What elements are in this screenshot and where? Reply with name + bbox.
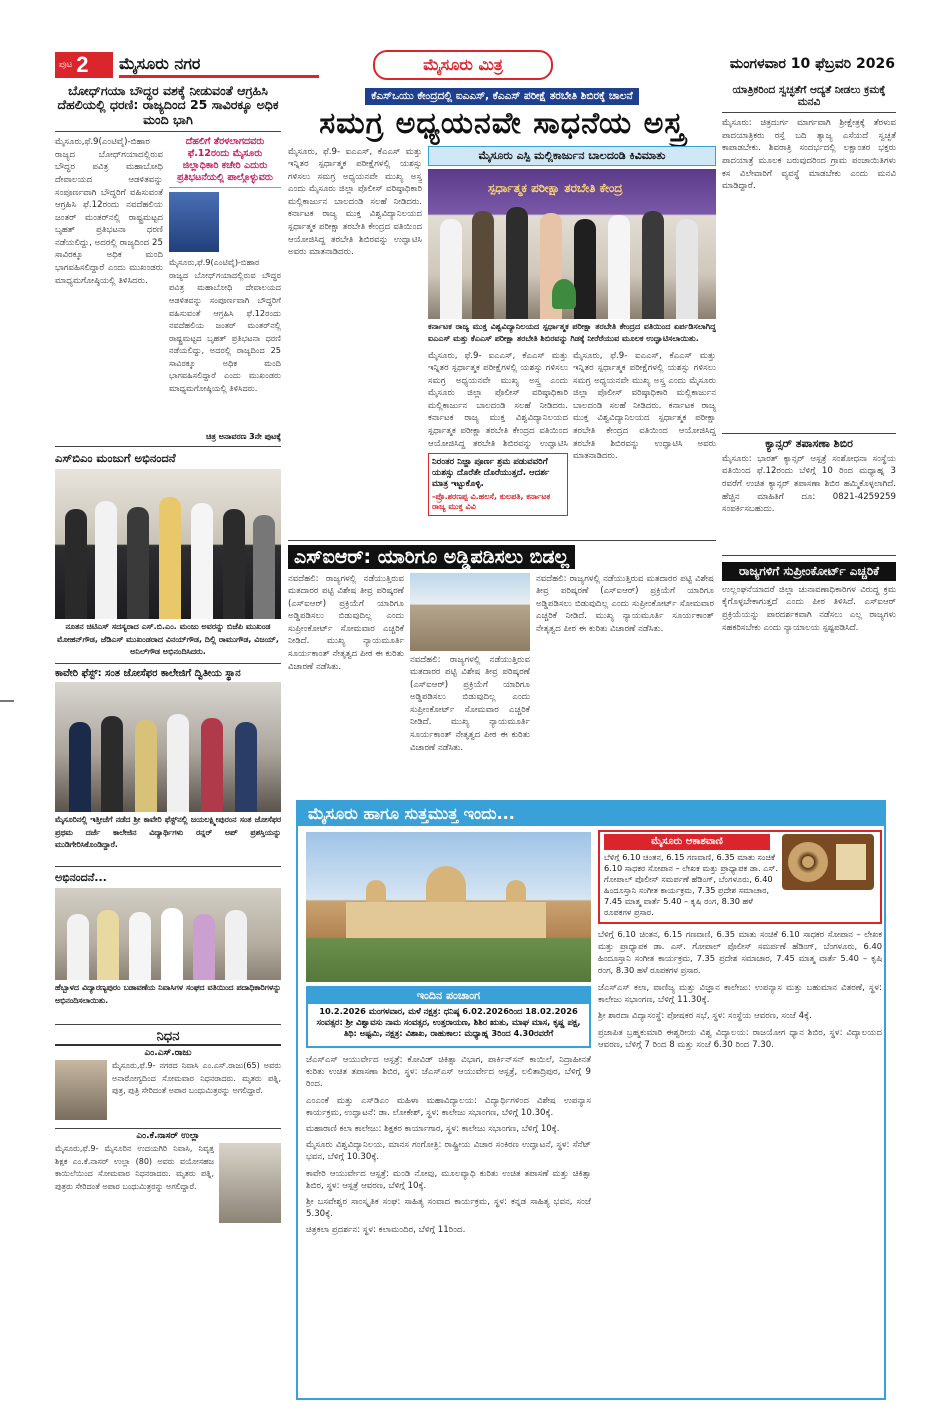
pull-quote-box bbox=[428, 453, 568, 516]
plant-icon bbox=[552, 279, 576, 309]
sir-story-body: ನವದೆಹಲಿ: ರಾಜ್ಯಗಳಲ್ಲಿ ನಡೆಯುತ್ತಿರುವ ಮತದಾರರ ಪಟ್ಟಿ ವಿಶೇಷ ತೀವ್ರ ಪರಿಷ್ಕರಣೆ (ಎಸ್‌ಐಆರ್) ಪ್ರಕ್ರಿಯೆಗೆ ಯಾರಿಗೂ ಅಡ್ಡಿಪಡಿಸಲು ಬಿಡುವುದಿಲ್ಲ ಎಂದು ಸುಪ್ರೀಂಕೋರ್ಟ್ ಸೋಮವಾರ ಎಚ್ಚರಿಕೆ ನೀಡಿದೆ. ಮುಖ್ಯ ನ್ಯಾಯಮೂರ್ತಿ ಸೂರ್ಯಕಾಂತ್ ನೇತೃತ್ವದ ಪೀಠ ಈ ಕುರಿತು ವಿಚಾರಣೆ ನಡೆಸಿತು. bbox=[288, 573, 404, 672]
obituary-photo-2 bbox=[219, 1143, 281, 1223]
panchanga-details: 10.2.2026 ಮಂಗಳವಾರ, ಮಳೆ ನಕ್ಷತ್ರ: ಧನಿಷ್ಠ 6.02.2026ರಿಂದ 18.02.2026 ಸಂವತ್ಸರ: ಶ್ರೀ ವಿಶ್ವಾವಸು ನಾಮ ಸಂವತ್ಸರ, ಉತ್ತರಾಯಣ, ಶಿಶಿರ ಋತು, ಮಾಘ ಮಾಸ, ಕೃಷ್ಣ ಪಕ್ಷ, ತಿಥಿ: ಅಷ್ಟಮಿ, ನಕ್ಷತ್ರ: ವಿಶಾಖ, ರಾಹುಕಾಲ: ಮಧ್ಯಾಹ್ನ 3ರಿಂದ 4.30ರವರೆಗೆ bbox=[316, 1006, 581, 1038]
photo-banner-text: ಸ್ಪರ್ಧಾತ್ಮಕ ಪರೀಕ್ಷಾ ತರಬೇತಿ ಕೇಂದ್ರ bbox=[488, 180, 623, 195]
story-body-bodhgaya: ಮೈಸೂರು,ಫೆ.9(ಎಂಟಿವೈ)-ಬಿಹಾರ ರಾಜ್ಯದ ಬೋಧ್‌ಗಯಾದಲ್ಲಿರುವ ಬೌದ್ಧರ ಪವಿತ್ರ ಮಹಾಬೋಧಿ ದೇವಾಲಯದ ಆಡಳಿತವನ್ನು ಸಂಪೂರ್ಣವಾಗಿ ಬೌದ್ಧರಿಗೆ ವಹಿಸುವಂತೆ ಆಗ್ರಹಿಸಿ ಫೆ.12ರಂದು ನವದೆಹಲಿಯ ಜಂತರ್ ಮಂತರ್‌ನಲ್ಲಿ ರಾಷ್ಟ್ರಮಟ್ಟದ ಬೃಹತ್ ಪ್ರತಿಭಟನಾ ಧರಣಿ ನಡೆಯಲಿದ್ದು, ಅದರಲ್ಲಿ ರಾಜ್ಯದಿಂದ 25 ಸಾವಿರಕ್ಕೂ ಅಧಿಕ ಮಂದಿ ಭಾಗವಹಿಸಲಿದ್ದಾರೆ ಎಂದು ಮುಖಂಡರು ಮಾಧ್ಯಮಗೋಷ್ಠಿಯಲ್ಲಿ ತಿಳಿಸಿದರು. bbox=[55, 137, 163, 286]
story-headline-felicitation: ಅಭಿನಂದನೆ... bbox=[55, 870, 107, 884]
group-photo-cauvery bbox=[55, 682, 281, 812]
photo-caption-sbm: ನೂತನ ಚಿಟಿಎಸ್ ಸದಸ್ಯರಾದ ಎಸ್.ಬಿ.ಎಂ. ಮಂಜು ಅವರನ್ನು ಬಿಜೆಪಿ ಮುಖಂಡ ಮೋಹನ್‌ಗೌಡ, ಜೆಡಿಎಸ್ ಮುಖಂಡರಾದ ವಿನಯ್‌ಗೌಡ, ದಿಲ್ಲಿ ರಾಮುಗೌಡ, ವಿಜಯ್, ಅನಿಲ್‌ಗೌಡ ಅಭಿನಂದಿಸಿದರು. bbox=[57, 622, 279, 657]
main-story-body: ಮೈಸೂರು, ಫೆ.9- ಐಎಎಸ್, ಕೆಎಎಸ್ ಮತ್ತು ಇನ್ನಿತರ ಸ್ಪರ್ಧಾತ್ಮಕ ಪರೀಕ್ಷೆಗಳಲ್ಲಿ ಯಶಸ್ಸು ಗಳಿಸಲು ಸಮಗ್ರ ಅಧ್ಯಯನವೇ ಮುಖ್ಯ ಅಸ್ತ್ರ ಎಂದು ಮೈಸೂರು ಜಿಲ್ಲಾ ಪೊಲೀಸ್ ವರಿಷ್ಠಾಧಿಕಾರಿ ಮಲ್ಲಿಕಾರ್ಜುನ ಬಾಲದಂಡಿ ಸಲಹೆ ನೀಡಿದರು. ಕರ್ನಾಟಕ ರಾಜ್ಯ ಮುಕ್ತ ವಿಶ್ವವಿದ್ಯಾನಿಲಯದ ಸ್ಪರ್ಧಾತ್ಮಕ ಪರೀಕ್ಷಾ ತರಬೇತಿ ಕೇಂದ್ರದ ವತಿಯಿಂದ ಆಯೋಜಿಸಿದ್ದ ತರಬೇತಿ ಶಿಬಿರವನ್ನು ಉದ್ಘಾಟಿಸಿ ಅವರು ಮಾತನಾಡಿದರು. bbox=[288, 146, 422, 258]
page-number-badge bbox=[55, 52, 113, 78]
list-item: ಮೈಸೂರು ವಿಶ್ವವಿದ್ಯಾನಿಲಯ, ಮಾನಸ ಗಂಗೋತ್ರಿ: ರಾಷ್ಟ್ರೀಯ ವಿಚಾರ ಸಂಕಿರಣ ಉದ್ಘಾಟನೆ, ಸ್ಥಳ: ಸೆನೆಟ್ ಭವನ, ಬೆಳಿಗ್ಗೆ 10.30ಕ್ಕೆ. bbox=[306, 1140, 591, 1163]
radio-schedule-cont bbox=[598, 928, 882, 1396]
divider bbox=[722, 112, 896, 113]
divider bbox=[55, 1024, 281, 1025]
list-item: ಎಂಎಂಕೆ ಮತ್ತು ಎಸ್‌ಡಿಎಂ ಮಹಿಳಾ ಮಹಾವಿದ್ಯಾಲಯ: ವಿದ್ಯಾರ್ಥಿಗಳಿಂದ ವಿಶೇಷ ಉಪನ್ಯಾಸ ಕಾರ್ಯಕ್ರಮ, ಉದ್ಘಾಟನೆ: ಡಾ. ಲೋಕೇಶ್, ಸ್ಥಳ: ಕಾಲೇಜು ಸಭಾಂಗಣ, ಬೆಳಿಗ್ಗೆ 10.30ಕ್ಕೆ. bbox=[306, 1095, 591, 1118]
supreme-court-photo bbox=[410, 573, 530, 651]
divider bbox=[55, 131, 281, 132]
sir-story-body-cont: ನವದೆಹಲಿ: ರಾಜ್ಯಗಳಲ್ಲಿ ನಡೆಯುತ್ತಿರುವ ಮತದಾರರ ಪಟ್ಟಿ ವಿಶೇಷ ತೀವ್ರ ಪರಿಷ್ಕರಣೆ (ಎಸ್‌ಐಆರ್) ಪ್ರಕ್ರಿಯೆಗೆ ಯಾರಿಗೂ ಅಡ್ಡಿಪಡಿಸಲು ಬಿಡುವುದಿಲ್ಲ ಎಂದು ಸುಪ್ರೀಂಕೋರ್ಟ್ ಸೋಮವಾರ ಎಚ್ಚರಿಕೆ ನೀಡಿದೆ. ಮುಖ್ಯ ನ್ಯಾಯಮೂರ್ತಿ ಸೂರ್ಯಕಾಂತ್ ನೇತೃತ್ವದ ಪೀಠ ಈ ಕುರಿತು ವಿಚಾರಣೆ ನಡೆಸಿತು. bbox=[410, 654, 530, 753]
group-photo-felicitation bbox=[55, 888, 281, 980]
right-column bbox=[722, 84, 896, 820]
jump-line: ಚಿತ್ರ ಅನಾವರಣ 3ನೇ ಪುಟಕ್ಕೆ bbox=[206, 432, 281, 442]
side-quote: ದೆಹಲಿಗೆ ತೆರಳಲಾಗದವರು ಫೆ.12ರಂದು ಮೈಸೂರು ಜಿಲ್ಲಾಧಿಕಾರಿ ಕಚೇರಿ ಎದುರು ಪ್ರತಿಭಟನೆಯಲ್ಲಿ ಪಾಲ್ಗೊಳ್ಳುವರು bbox=[169, 136, 281, 188]
story-headline-bodhgaya: ಬೋಧ್‌ಗಯಾ ಬೌದ್ಧರ ವಶಕ್ಕೆ ನೀಡುವಂತೆ ಆಗ್ರಹಿಸಿ ದೆಹಲಿಯಲ್ಲಿ ಧರಣಿ: ರಾಜ್ಯದಿಂದ 25 ಸಾವಿರಕ್ಕೂ ಅಧಿಕ ಮಂದಿ ಭಾಗಿ bbox=[57, 83, 279, 127]
inauguration-photo bbox=[428, 169, 716, 319]
obituary-name-2: ಎಂ.ಕೆ.ನಾಸರ್ ಉಲ್ಲಾ bbox=[55, 1128, 281, 1141]
obituary-heading: ನಿಧನ bbox=[55, 1029, 281, 1046]
pull-quote-author: -ಪ್ರೊ.ಶರಣಪ್ಪ ವಿ.ಹಲಸೆ, ಕುಲಪತಿ, ಕರ್ನಾಟಕ ರಾಜ್ಯ ಮುಕ್ತ ವಿವಿ bbox=[432, 491, 551, 511]
obituary-photo-1 bbox=[55, 1060, 107, 1120]
events-today-heading: ಮೈಸೂರು ಹಾಗೂ ಸುತ್ತಮುತ್ತ ಇಂದು... bbox=[298, 802, 884, 826]
inauguration-photo-caption: ಕರ್ನಾಟಕ ರಾಜ್ಯ ಮುಕ್ತ ವಿಶ್ವವಿದ್ಯಾನಿಲಯದ ಸ್ಪರ್ಧಾತ್ಮಕ ಪರೀಕ್ಷಾ ತರಬೇತಿ ಕೇಂದ್ರದ ವತಿಯಿಂದ ಏರ್ಪಡಿಸಲಾಗಿದ್ದ ಐಎಎಸ್ ಮತ್ತು ಕೆಎಎಸ್ ಪರೀಕ್ಷಾ ತರಬೇತಿ ಶಿಬಿರವನ್ನು ಗಿಡಕ್ಕೆ ನೀರೆರೆಯುವ ಮೂಲಕ ಉದ್ಘಾಟಿಸಲಾಯಿತು. bbox=[428, 321, 716, 344]
list-item: ಚಿತ್ರಕಲಾ ಪ್ರದರ್ಶನ: ಸ್ಥಳ: ಕಲಾಮಂದಿರ, ಬೆಳಿಗ್ಗೆ 11ರಿಂದ. bbox=[306, 1225, 466, 1236]
page-label: ಪುಟ bbox=[59, 60, 73, 70]
list-item: ಶ್ರೀ ಶಾರದಾ ವಿದ್ಯಾಸಂಸ್ಥೆ: ಪೋಷಕರ ಸಭೆ, ಸ್ಥಳ: ಸಂಸ್ಥೆಯ ಆವರಣ, ಸಂಜೆ 4ಕ್ಕೆ. bbox=[598, 1011, 812, 1022]
events-list bbox=[306, 1054, 591, 1396]
list-item: ಕಾವೇರಿ ಆಯುರ್ವೇದ ಆಸ್ಪತ್ರೆ: ಮಂಡಿ ನೋವು, ಮೂಲವ್ಯಾಧಿ ಕುರಿತು ಉಚಿತ ತಪಾಸಣೆ ಮತ್ತು ಚಿಕಿತ್ಸಾ ಶಿಬಿರ, ಸ್ಥಳ: ಆಸ್ಪತ್ರೆ ಆವರಣ, ಬೆಳಿಗ್ಗೆ 10ಕ್ಕೆ. bbox=[306, 1168, 591, 1191]
pull-quote: ನಿರಂತರ ನಿಜ್ಜಾ ಪೂರ್ಣ ಶ್ರಮ ಪಡುವವರಿಗೆ ಯಶಸ್ಸು ದೊರೆತೇ ದೊರೆಯುತ್ತದೆ. ಆದರ್ಶ ಮಾತ್ರ ಇಟ್ಟುಕೊಳ್ಳಿ. bbox=[432, 456, 550, 489]
panchanga-box bbox=[306, 986, 591, 1048]
sir-headline: ಎಸ್‌ಐಆರ್: ಯಾರಿಗೂ ಅಡ್ಡಿಪಡಿಸಲು ಬಿಡಲ್ಲ bbox=[288, 545, 575, 569]
margin-mark bbox=[0, 700, 14, 702]
radio-schedule: ಬೆಳಿಗ್ಗೆ 6.10 ಚಿಂತನ, 6.15 ಗಣವಾಣಿ, 6.35 ಮಾತು ಸಂಚಿಕೆ 6.10 ಸಾಧಕರ ಸೋಪಾನ – ಲೇಖಕ ಮತ್ತು ಪ್ರಾಧ್ಯಾಪಕ ಡಾ. ಎಸ್. ಗೋಪಾಲ್ ಪೊಲೀಸ್ ಸಮರ್ಪಣೆ ಹೆಡಿಂಗ್, ಬೆಂಗಳೂರು, 6.40 ಹಿಂದೂಸ್ತಾನಿ ಸಂಗೀತ ಕಾರ್ಯಕ್ರಮ, 7.35 ಪ್ರದೇಶ ಸಮಾಚಾರ, 7.45 ಮಾತ್ಮ ವಾರ್ತೆ 5.40 – ಕೃಷಿ ರಂಗ, 8.30 ಹಳೆ ರೂಪಕಗಳ ಪ್ರಸಾರ. bbox=[604, 852, 779, 917]
list-item: ಶ್ರೀ ಬಸವೇಶ್ವರ ಸಾಂಸ್ಕೃತಿಕ ಸಂಘ: ಸಾಹಿತ್ಯ ಸಂವಾದ ಕಾರ್ಯಕ್ರಮ, ಸ್ಥಳ: ಕನ್ನಡ ಸಾಹಿತ್ಯ ಭವನ, ಸಂಜೆ 5.30ಕ್ಕೆ. bbox=[306, 1197, 591, 1220]
divider bbox=[55, 866, 281, 867]
events-today-box bbox=[296, 800, 886, 1400]
story-body-cancer-camp: ಮೈಸೂರು: ಭಾರತ್ ಕ್ಯಾನ್ಸರ್ ಆಸ್ಪತ್ರೆ ಸಂಶೋಧನಾ ಸಂಸ್ಥೆಯ ವತಿಯಿಂದ ಫೆ.12ರಂದು ಬೆಳಿಗ್ಗೆ 10 ರಿಂದ ಮಧ್ಯಾಹ್ನ 3 ರವರೆಗೆ ಉಚಿತ ಕ್ಯಾನ್ಸರ್ ತಪಾಸಣಾ ಶಿಬಿರ ಹಮ್ಮಿಕೊಳ್ಳಲಾಗಿದೆ. ಹೆಚ್ಚಿನ ಮಾಹಿತಿಗೆ ದೂ: 0821-4259259 ಸಂಪರ್ಕಿಸಬಹುದು. bbox=[722, 453, 896, 515]
left-column bbox=[55, 84, 281, 1243]
obituary-name-1: ಎಂ.ಎಸ್.ರಾಜು bbox=[144, 1047, 192, 1058]
list-item: ಮಹಾರಾಣಿ ಕಲಾ ಕಾಲೇಜು: ಶಿಕ್ಷಕರ ಕಾರ್ಯಾಗಾರ, ಸ್ಥಳ: ಕಾಲೇಜು ಸಭಾಂಗಣ, ಬೆಳಿಗ್ಗೆ 10ಕ್ಕೆ. bbox=[306, 1124, 560, 1135]
page-header bbox=[55, 52, 895, 78]
radio-heading: ಮೈಸೂರು ಆಕಾಶವಾಣಿ bbox=[604, 834, 770, 850]
divider bbox=[722, 433, 896, 434]
mysore-palace-photo bbox=[306, 832, 591, 982]
dateline: ಮಂಗಳವಾರ 10 ಫೆಬ್ರವರಿ 2026 bbox=[729, 56, 895, 72]
list-item: ಜೆಎಸ್‌ಎಸ್ ಆಯುರ್ವೇದ ಆಸ್ಪತ್ರೆ: ಕೋವಿಡ್ ಚಿಕಿತ್ಸಾ ವಿಭಾಗ, ಪಾರ್ಕಿನ್‌ಸನ್ ಕಾಯಿಲೆ, ನಿದ್ರಾಹೀನತೆ ಕುರಿತು ಉಚಿತ ತಪಾಸಣಾ ಶಿಬಿರ, ಸ್ಥಳ: ಜೆಎಸ್‌ಎಸ್ ಆಯುರ್ವೇದ ಆಸ್ಪತ್ರೆ, ಲಲಿತಾದ್ರಿಪುರ, ಬೆಳಿಗ್ಗೆ 9 ರಿಂದ. bbox=[306, 1055, 591, 1090]
list-item: ಪ್ರಜಾಪಿತ ಬ್ರಹ್ಮಕುಮಾರಿ ಈಶ್ವರೀಯ ವಿಶ್ವ ವಿದ್ಯಾಲಯ: ರಾಜಯೋಗ ಧ್ಯಾನ ಶಿಬಿರ, ಸ್ಥಳ: ವಿದ್ಯಾಲಯದ ಆವರಣ, ಬೆಳಿಗ್ಗೆ 7 ರಿಂದ 8 ಮತ್ತು ಸಂಜೆ 6.30 ರಿಂದ 7.30. bbox=[598, 1027, 882, 1050]
panchanga-heading: ಇಂದಿನ ಪಂಚಾಂಗ bbox=[308, 988, 589, 1004]
portrait-photo bbox=[169, 192, 219, 252]
sir-story-body-right: ನವದೆಹಲಿ: ರಾಜ್ಯಗಳಲ್ಲಿ ನಡೆಯುತ್ತಿರುವ ಮತದಾರರ ಪಟ್ಟಿ ವಿಶೇಷ ತೀವ್ರ ಪರಿಷ್ಕರಣೆ (ಎಸ್‌ಐಆರ್) ಪ್ರಕ್ರಿಯೆಗೆ ಯಾರಿಗೂ ಅಡ್ಡಿಪಡಿಸಲು ಬಿಡುವುದಿಲ್ಲ ಎಂದು ಸುಪ್ರೀಂಕೋರ್ಟ್ ಸೋಮವಾರ ಎಚ್ಚರಿಕೆ ನೀಡಿದೆ. ಮುಖ್ಯ ನ್ಯಾಯಮೂರ್ತಿ ಸೂರ್ಯಕಾಂತ್ ನೇತೃತ್ವದ ಪೀಠ ಈ ಕುರಿತು ವಿಚಾರಣೆ ನಡೆಸಿತು. bbox=[536, 573, 714, 634]
masthead-logo: ಮೈಸೂರು ಮಿತ್ರ bbox=[373, 50, 553, 80]
main-headline: ಸಮಗ್ರ ಅಧ್ಯಯನವೇ ಸಾಧನೆಯ ಅಸ್ತ್ರ bbox=[319, 106, 685, 141]
story-headline-cleanliness: ಯಾತ್ರಿಕರಿಂದ ಸ್ವಚ್ಛತೆಗೆ ಆದ್ಯತೆ ನೀಡಲು ಕ್ರಮಕ್ಕೆ ಮನವಿ bbox=[732, 84, 886, 109]
list-item: ಜೆಎಸ್‌ಎಸ್ ಕಲಾ, ವಾಣಿಜ್ಯ ಮತ್ತು ವಿಜ್ಞಾನ ಕಾಲೇಜು: ಉಪನ್ಯಾಸ ಮತ್ತು ಬಹುಮಾನ ವಿತರಣೆ, ಸ್ಥಳ: ಕಾಲೇಜು ಸಭಾಂಗಣ, ಬೆಳಿಗ್ಗೆ 11.30ಕ್ಕೆ. bbox=[598, 983, 882, 1006]
group-photo-sbm bbox=[55, 469, 281, 619]
photo-caption-felicitation: ಹೆಬ್ಬಾಳದ ವಿದ್ಯಾರಣ್ಯಪುರಂ ಬಡಾವಣೆಯ ನಿವಾಸಿಗಳ ಸಂಘದ ವತಿಯಿಂದ ಪದಾಧಿಕಾರಿಗಳನ್ನು ಅಭಿನಂದಿಸಲಾಯಿತು. bbox=[55, 982, 281, 1005]
story-headline-cauvery: ಕಾವೇರಿ ಫೆಸ್ಟ್: ಸಂತ ಜೋಸೆಫರ ಕಾಲೇಜಿಗೆ ದ್ವಿತೀಯ ಸ್ಥಾನ bbox=[55, 667, 241, 679]
section-title: ಮೈಸೂರು ನಗರ bbox=[119, 52, 319, 78]
headline-kicker: ಕೆಎಸ್‌ಒಯು ಕೇಂದ್ರದಲ್ಲಿ ಐಎಎಸ್, ಕೆಎಎಸ್ ಪರೀಕ್ಷೆ ತರಬೇತಿ ಶಿಬಿರಕ್ಕೆ ಚಾಲನೆ bbox=[365, 88, 639, 105]
main-story-body-right: ಮೈಸೂರು, ಫೆ.9- ಐಎಎಸ್, ಕೆಎಎಸ್ ಮತ್ತು ಇನ್ನಿತರ ಸ್ಪರ್ಧಾತ್ಮಕ ಪರೀಕ್ಷೆಗಳಲ್ಲಿ ಯಶಸ್ಸು ಗಳಿಸಲು ಸಮಗ್ರ ಅಧ್ಯಯನವೇ ಮುಖ್ಯ ಅಸ್ತ್ರ ಎಂದು ಮೈಸೂರು ಜಿಲ್ಲಾ ಪೊಲೀಸ್ ವರಿಷ್ಠಾಧಿಕಾರಿ ಮಲ್ಲಿಕಾರ್ಜುನ ಬಾಲದಂಡಿ ಸಲಹೆ ನೀಡಿದರು. ಕರ್ನಾಟಕ ರಾಜ್ಯ ಮುಕ್ತ ವಿಶ್ವವಿದ್ಯಾನಿಲಯದ ಸ್ಪರ್ಧಾತ್ಮಕ ಪರೀಕ್ಷಾ ತರಬೇತಿ ಕೇಂದ್ರದ ವತಿಯಿಂದ ಆಯೋಜಿಸಿದ್ದ ತರಬೇತಿ ಶಿಬಿರವನ್ನು ಉದ್ಘಾಟಿಸಿ ಅವರು ಮಾತನಾಡಿದರು. bbox=[573, 350, 716, 462]
radio-schedule-box bbox=[598, 830, 882, 924]
divider bbox=[288, 540, 716, 541]
divider bbox=[55, 446, 281, 447]
divider bbox=[722, 555, 896, 556]
story-headline-cancer-camp: ಕ್ಯಾನ್ಸರ್ ತಪಾಸಣಾ ಶಿಬಿರ bbox=[765, 437, 853, 451]
story-body-cleanliness: ಮೈಸೂರು: ಚಿತ್ರದುರ್ಗ ಮಾರ್ಗವಾಗಿ ಶ್ರೀಕ್ಷೇತ್ರಕ್ಕೆ ತೆರಳುವ ಪಾದಯಾತ್ರಿಕರು ರಸ್ತೆ ಬದಿ ತ್ಯಾಜ್ಯ ಎಸೆಯದೆ ಸ್ವಚ್ಛತೆ ಕಾಪಾಡಬೇಕು. ಶಿವರಾತ್ರಿ ಸಂದರ್ಭದಲ್ಲಿ ಲಕ್ಷಾಂತರ ಭಕ್ತರು ಪಾದಯಾತ್ರೆ ಮೂಲಕ ಬರುವುದರಿಂದ ಗ್ರಾಮ ಪಂಚಾಯಿತಿಗಳು ಕಸ ವಿಲೇವಾರಿಗೆ ವ್ಯವಸ್ಥೆ ಮಾಡಬೇಕು ಎಂದು ಮನವಿ ಮಾಡಿದ್ದಾರೆ. bbox=[722, 118, 896, 192]
main-subhead: ಮೈಸೂರು ಎಸ್ಪಿ ಮಲ್ಲಿಕಾರ್ಜುನ ಬಾಲದಂಡಿ ಕಿವಿಮಾತು bbox=[428, 146, 716, 166]
story-body-sc-warning: ಉಲ್ಲಂಘನೆಯಾದರೆ ಜಿಲ್ಲಾ ಚುನಾವಣಾಧಿಕಾರಿಗಳ ವಿರುದ್ಧ ಕ್ರಮ ಕೈಗೊಳ್ಳಬೇಕಾಗುತ್ತದೆ ಎಂದು ಪೀಠ ತಿಳಿಸಿದೆ. ಎಸ್‌ಐಆರ್ ಪ್ರಕ್ರಿಯೆಯನ್ನು ಪಾರದರ್ಶಕವಾಗಿ ನಡೆಸಲು ಎಲ್ಲ ರಾಜ್ಯಗಳು ಸಹಕರಿಸಬೇಕು ಎಂದು ನ್ಯಾಯಾಲಯ ಸ್ಪಷ್ಟಪಡಿಸಿದೆ. bbox=[722, 584, 896, 633]
obituary-text-1: ಮೈಸೂರು,ಫೆ.9- ನಗರದ ನಿವಾಸಿ ಎಂ.ಎಸ್.ರಾಜು(65) ಅವರು ಅನಾರೋಗ್ಯದಿಂದ ಸೋಮವಾರ ನಿಧನರಾದರು. ಮೃತರು ಪತ್ನಿ, ಪುತ್ರ, ಪುತ್ರಿ ಸೇರಿದಂತೆ ಅಪಾರ ಬಂಧುಮಿತ್ರರನ್ನು ಅಗಲಿದ್ದಾರೆ. bbox=[112, 1060, 281, 1096]
radio-schedule-full: ಬೆಳಿಗ್ಗೆ 6.10 ಚಿಂತನ, 6.15 ಗಣವಾಣಿ, 6.35 ಮಾತು ಸಂಚಿಕೆ 6.10 ಸಾಧಕರ ಸೋಪಾನ – ಲೇಖಕ ಮತ್ತು ಪ್ರಾಧ್ಯಾಪಕ ಡಾ. ಎಸ್. ಗೋಪಾಲ್ ಪೊಲೀಸ್ ಸಮರ್ಪಣೆ ಹೆಡಿಂಗ್, ಬೆಂಗಳೂರು, 6.40 ಹಿಂದೂಸ್ತಾನಿ ಸಂಗೀತ ಕಾರ್ಯಕ್ರಮ, 7.35 ಪ್ರದೇಶ ಸಮಾಚಾರ, 7.45 ಮಾತ್ಮ ವಾರ್ತೆ 5.40 – ಕೃಷಿ ರಂಗ, 8.30 ಹಳೆ ರೂಪಕಗಳ ಪ್ರಸಾರ. bbox=[598, 929, 882, 975]
story-headline-sc-warning: ರಾಜ್ಯಗಳಿಗೆ ಸುಪ್ರೀಂಕೋರ್ಟ್ ಎಚ್ಚರಿಕೆ bbox=[722, 562, 896, 581]
middle-column bbox=[288, 84, 716, 813]
page-number: 2 bbox=[76, 52, 89, 77]
story-headline-sbm: ಎಸ್‌ಬಿಎಂ ಮಂಜುಗೆ ಅಭಿನಂದನೆ bbox=[55, 451, 176, 466]
divider bbox=[55, 663, 281, 664]
main-story-body-cont: ಮೈಸೂರು, ಫೆ.9- ಐಎಎಸ್, ಕೆಎಎಸ್ ಮತ್ತು ಇನ್ನಿತರ ಸ್ಪರ್ಧಾತ್ಮಕ ಪರೀಕ್ಷೆಗಳಲ್ಲಿ ಯಶಸ್ಸು ಗಳಿಸಲು ಸಮಗ್ರ ಅಧ್ಯಯನವೇ ಮುಖ್ಯ ಅಸ್ತ್ರ ಎಂದು ಮೈಸೂರು ಜಿಲ್ಲಾ ಪೊಲೀಸ್ ವರಿಷ್ಠಾಧಿಕಾರಿ ಮಲ್ಲಿಕಾರ್ಜುನ ಬಾಲದಂಡಿ ಸಲಹೆ ನೀಡಿದರು. ಕರ್ನಾಟಕ ರಾಜ್ಯ ಮುಕ್ತ ವಿಶ್ವವಿದ್ಯಾನಿಲಯದ ಸ್ಪರ್ಧಾತ್ಮಕ ಪರೀಕ್ಷಾ ತರಬೇತಿ ಕೇಂದ್ರದ ವತಿಯಿಂದ ಆಯೋಜಿಸಿದ್ದ ತರಬೇತಿ ಶಿಬಿರವನ್ನು ಉದ್ಘಾಟಿಸಿ bbox=[428, 350, 568, 449]
photo-caption-cauvery: ಮೈಸೂರಿನಲ್ಲಿ ಇತ್ತೀಚೆಗೆ ನಡೆದ ಶ್ರೀ ಕಾವೇರಿ ಫೆಸ್ಟ್‌ನಲ್ಲಿ ಜಯಲಕ್ಷ್ಮೀಪುರಂನ ಸಂತ ಜೋಸೆಫರ ಪ್ರಥಮ ದರ್ಜೆ ಕಾಲೇಜಿನ ವಿದ್ಯಾರ್ಥಿಗಳು ರನ್ನರ್ ಅಪ್ ಪ್ರಶಸ್ತಿಯನ್ನು ಮುಡಿಗೇರಿಸಿಕೊಂಡಿದ್ದಾರೆ. bbox=[55, 814, 281, 850]
story-body-bodhgaya-cont: ಮೈಸೂರು,ಫೆ.9(ಎಂಟಿವೈ)-ಬಿಹಾರ ರಾಜ್ಯದ ಬೋಧ್‌ಗಯಾದಲ್ಲಿರುವ ಬೌದ್ಧರ ಪವಿತ್ರ ಮಹಾಬೋಧಿ ದೇವಾಲಯದ ಆಡಳಿತವನ್ನು ಸಂಪೂರ್ಣವಾಗಿ ಬೌದ್ಧರಿಗೆ ವಹಿಸುವಂತೆ ಆಗ್ರಹಿಸಿ ಫೆ.12ರಂದು ನವದೆಹಲಿಯ ಜಂತರ್ ಮಂತರ್‌ನಲ್ಲಿ ರಾಷ್ಟ್ರಮಟ್ಟದ ಬೃಹತ್ ಪ್ರತಿಭಟನಾ ಧರಣಿ ನಡೆಯಲಿದ್ದು, ಅದರಲ್ಲಿ ರಾಜ್ಯದಿಂದ 25 ಸಾವಿರಕ್ಕೂ ಅಧಿಕ ಮಂದಿ ಭಾಗವಹಿಸಲಿದ್ದಾರೆ ಎಂದು ಮುಖಂಡರು ಮಾಧ್ಯಮಗೋಷ್ಠಿಯಲ್ಲಿ ತಿಳಿಸಿದರು. bbox=[169, 257, 281, 394]
radio-icon bbox=[782, 834, 874, 890]
obituary-text-2: ಮೈಸೂರು,ಫೆ.9- ಮೈಸೂರಿನ ಉದಯಗಿರಿ ನಿವಾಸಿ, ನಿವೃತ್ತ ಶಿಕ್ಷಕ ಎಂ.ಕೆ.ನಾಸರ್ ಉಲ್ಲಾ (80) ಅವರು ವಯೋಸಹಜ ಕಾಯಿಲೆಯಿಂದ ಸೋಮವಾರ ನಿಧನರಾದರು. ಮೃತರು ಪತ್ನಿ, ಪುತ್ರರು ಸೇರಿದಂತೆ ಅಪಾರ ಬಂಧುಮಿತ್ರರನ್ನು ಅಗಲಿದ್ದಾರೆ. bbox=[55, 1143, 214, 1191]
